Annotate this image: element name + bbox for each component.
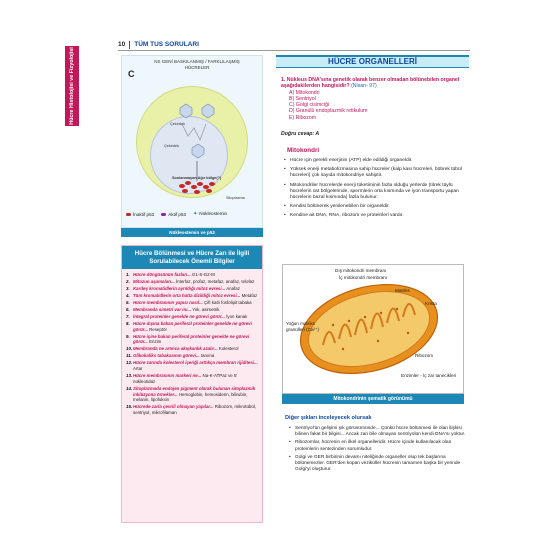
mito-bullet: • Mitokondriler hücrelerde enerji tüketiminin fazla olduğu yerlerde (titrek tüylü hücrelerin üst bölgelerinde, spermlerin orta kısmında ve iyon transportu yapan hücrelerin bazal kısmında) fazla bulunur. <box>282 183 467 202</box>
info-item-question: Mitozun aşamaları... <box>133 279 175 284</box>
side-tab-label: Hücre Histolojisi ve Fizyolojisi <box>69 47 75 125</box>
diagram-shapes <box>122 56 264 229</box>
page-number: 10 <box>118 41 126 48</box>
label-bottom: Sonlanmayan Ağır bölge(?) <box>172 176 222 180</box>
info-item-text <box>133 314 258 320</box>
active-p53-icon <box>161 213 166 216</box>
header-rule <box>118 50 470 51</box>
label-granules: Yoğun matriks granülleri (Ca²⁺) <box>286 321 320 332</box>
info-item-number: 4. <box>126 293 130 298</box>
label-outer-membrane: Dış mitokondri membranı <box>335 268 387 273</box>
info-item-question: Membranda ne artınca akışkanlık azalır... <box>133 346 218 352</box>
info-item-text <box>133 353 258 359</box>
info-item-question: Hücrede zarla çevrili olmayan yapılar... <box>133 404 214 410</box>
info-item-number: 7. <box>126 314 130 319</box>
info-item <box>126 373 258 384</box>
mito-caption: Mitokondrinin şematik görünümü <box>282 394 464 404</box>
info-item-text <box>133 286 258 292</box>
info-item-text <box>133 386 258 403</box>
info-item <box>126 360 258 371</box>
info-item-answer: Yok, asimetrik <box>191 307 220 312</box>
mito-heading: Mitokondri <box>287 147 320 154</box>
info-item <box>126 346 258 352</box>
info-item-question: Hücre zarında kolesterol içeriği arttıkça membran rijiditesi... <box>133 360 258 366</box>
info-item-text <box>133 404 258 415</box>
label-ribosome: Ribozom <box>415 353 434 358</box>
mitochondria-figure <box>282 264 464 394</box>
header-title: TÜM TUS SORULARI <box>134 41 199 48</box>
info-item-number: 12. <box>126 360 133 366</box>
info-item-answer: Metafaz <box>240 293 258 298</box>
info-item-question: Glikokaliks tabakasının görevi... <box>133 353 200 359</box>
detail-heading: Diğer şıkları inceleyecek olursak <box>285 415 372 421</box>
detail-bullet: • Sentriyol'ün gelişimi şık görünümünde... Çünkü hücre bölünmesi ile olan ilişkisi bilinen fakat bir bilgisi... Ancak zan bile olmayan sentriyolün kendi DNA'sı yoktur. <box>287 426 467 438</box>
info-item-question: İntegral proteinler genelde ne görevi görür... <box>133 314 225 319</box>
legend-nucleo: ✦ Nükleostemin <box>193 211 228 217</box>
question-block <box>281 77 466 121</box>
info-item-answer: Artar <box>133 366 143 372</box>
info-item-answer: Kolesterol <box>217 346 239 352</box>
info-item <box>126 272 258 278</box>
inactive-p53-icon <box>126 213 131 216</box>
info-item <box>126 293 258 299</box>
label-crista: Krista <box>425 301 437 306</box>
info-item-number: 11. <box>126 353 132 359</box>
info-list <box>122 269 262 416</box>
option-a: A) Mitokondri <box>289 89 320 96</box>
info-item-number: 10. <box>126 346 133 352</box>
info-item <box>126 353 258 359</box>
info-box <box>121 245 263 523</box>
info-item <box>126 300 258 306</box>
info-item <box>126 321 258 332</box>
info-item <box>126 334 258 345</box>
info-item-answer: Çift katlı fosfolipit tabaka <box>202 300 252 305</box>
nucleostemin-icon: ✦ <box>193 211 198 217</box>
info-item-question: Kardeş kromatidlerin ayrıldığı mitoz evresi... <box>133 286 226 291</box>
info-item-number: 3. <box>126 286 130 291</box>
info-item-question: Tüm kromatidlerin orta hatta dizildiği mitoz evresi... <box>133 293 241 298</box>
info-item-number: 5. <box>126 300 130 305</box>
diagram-title: NS GENİ BASKILANMIŞ / FARKLILAŞMIŞ HÜCRELER <box>154 59 240 70</box>
option-d: D) Granülü endoplazmik retikulum <box>289 108 368 115</box>
info-item-number: 6. <box>126 307 130 312</box>
mito-bullets <box>282 158 467 223</box>
option-c: C) Golgi cisimciği <box>289 102 330 109</box>
section-title: HÜCRE ORGANELLERİ <box>276 55 469 68</box>
detail-bullets <box>287 426 467 475</box>
label-cekirdek-mid: Çekirdek <box>164 144 179 148</box>
info-item-number: 13. <box>126 373 133 379</box>
legend-active: Aktif p53 <box>161 212 186 217</box>
label-matrix: Matriks <box>395 288 410 293</box>
info-item-text <box>133 272 258 278</box>
diagram-caption: Nükleostemin ve p53 <box>121 228 263 237</box>
info-box-title: Hücre Bölünmesi ve Hücre Zarı ile İlgili Sorulabilecek Önemli Bilgiler <box>122 246 262 269</box>
mito-bullet: • Hücre için gerekli enerjinin (ATP) elde edildiği organeldir. <box>282 158 467 164</box>
info-item-answer: Ribozom, mikrotübül, sentriyol, mikrofilaman <box>133 404 257 415</box>
mito-bullet: • Yüksek enerji metabolizmasına sahip hücreler (kalp kası hücreleri, böbrek tübül hücreleri) çok sayıda mitokondriye sahiptir. <box>282 167 467 179</box>
detail-bullet: • Golgi ve GER birbirinin devamı niteliğinde organeller olup tek başlarına bölünemezler. GER'den kopan veziküller hücrenin tamamen başka bir yerinde Golgi'yi oluşturur. <box>287 455 467 474</box>
header-divider <box>129 41 130 49</box>
info-item-answer: İnterfaz, profaz, metafaz, anafaz, telofaz <box>174 279 255 284</box>
info-item-number: 9. <box>126 333 130 339</box>
info-item-text <box>133 300 258 306</box>
detail-bullet: • Ribozomlar, hücrenin en ilkel organelleridir. Hücre içinde kullanılacak olan proteinlerin sentezinden sorumludur. <box>287 440 467 452</box>
info-item <box>126 279 258 285</box>
info-item-answer: Anafaz <box>225 286 240 291</box>
info-item-question: Hücre membranının yapısı nasıl... <box>133 300 203 305</box>
info-item-answer: Na-K-ATPaz ve 5' nükleotidaz <box>133 373 238 384</box>
mito-bullet: • Kendisi bölünerek yenilenebilen bir organeldir. <box>282 204 467 210</box>
info-item-answer: tanıma <box>199 353 215 359</box>
info-item <box>126 307 258 313</box>
info-item-number: 15. <box>126 404 133 410</box>
info-item-answer: İyon kanalı <box>224 314 248 319</box>
label-inner-membrane: İç mitokondri membranı <box>339 275 387 280</box>
diagram-letter: C <box>128 69 135 79</box>
option-b: B) Sentriyol <box>289 95 316 102</box>
info-item-text <box>133 307 258 313</box>
info-item-answer: Hemoglobin, hemosiderin, bilirubin, melanin, lipofuksin <box>133 391 248 403</box>
question-text: 1. Nükleus DNA'sına genetik olarak benzer olmadan bölünebilen organel aşağıdakilerden hangisidir? (Nisan- 97) <box>281 77 460 90</box>
info-item-answer: G1-S-G2-M <box>190 272 215 277</box>
mito-bullet: • Kendine ait DNA, RNA, ribozom ve proteinleri vardır. <box>282 213 467 219</box>
info-item-question: Hücre döngüsünün fazları... <box>133 272 191 277</box>
page-header <box>118 40 199 49</box>
question-source: (Nisan- 97) <box>351 83 377 90</box>
info-item-text <box>133 334 258 345</box>
info-item-text <box>133 360 258 371</box>
info-item-question: Sitoplazmada endojen pigment olarak bulunan sitoplazmik inklüzyona örnekler... <box>133 385 256 397</box>
info-item-text <box>133 293 258 299</box>
p53-diagram <box>121 55 263 228</box>
legend-inactive: İnaktif p53 <box>126 212 154 217</box>
info-item <box>126 314 258 320</box>
info-item-answer: Enzim <box>147 339 162 345</box>
info-item <box>126 286 258 292</box>
option-e: E) Ribozom <box>289 114 317 121</box>
info-item-number: 2. <box>126 279 130 284</box>
info-item <box>126 404 258 415</box>
info-item-question: Hücre dışına bakan periferal proteinler genelde ne görevi görür... <box>133 321 252 332</box>
label-enzymes: Enzimler - İç zar tanecikleri <box>401 373 457 378</box>
info-item-number: 1. <box>126 272 130 277</box>
info-item-text <box>133 373 258 384</box>
side-tab <box>65 46 79 126</box>
label-sitoplazma: Sitoplazma <box>226 196 245 200</box>
diagram-legend <box>126 211 227 217</box>
info-item-text <box>133 321 258 332</box>
info-item-text <box>133 346 258 352</box>
info-item <box>126 386 258 403</box>
answer: Doğru cevap: A <box>281 131 320 137</box>
info-item-number: 14. <box>126 385 133 391</box>
info-item-question: Hücre membranının markeri ne... <box>133 373 202 379</box>
info-item-question: Hücre içine bakan periferal proteinler genelde ne görevi görür... <box>133 333 250 345</box>
info-item-number: 8. <box>126 321 130 326</box>
info-item-text <box>133 279 258 285</box>
info-item-question: Membranda simetri var mı... <box>133 307 192 312</box>
info-item-answer: Reseptör <box>147 326 167 332</box>
label-cekirdek-top: Çekirdek <box>170 122 185 126</box>
